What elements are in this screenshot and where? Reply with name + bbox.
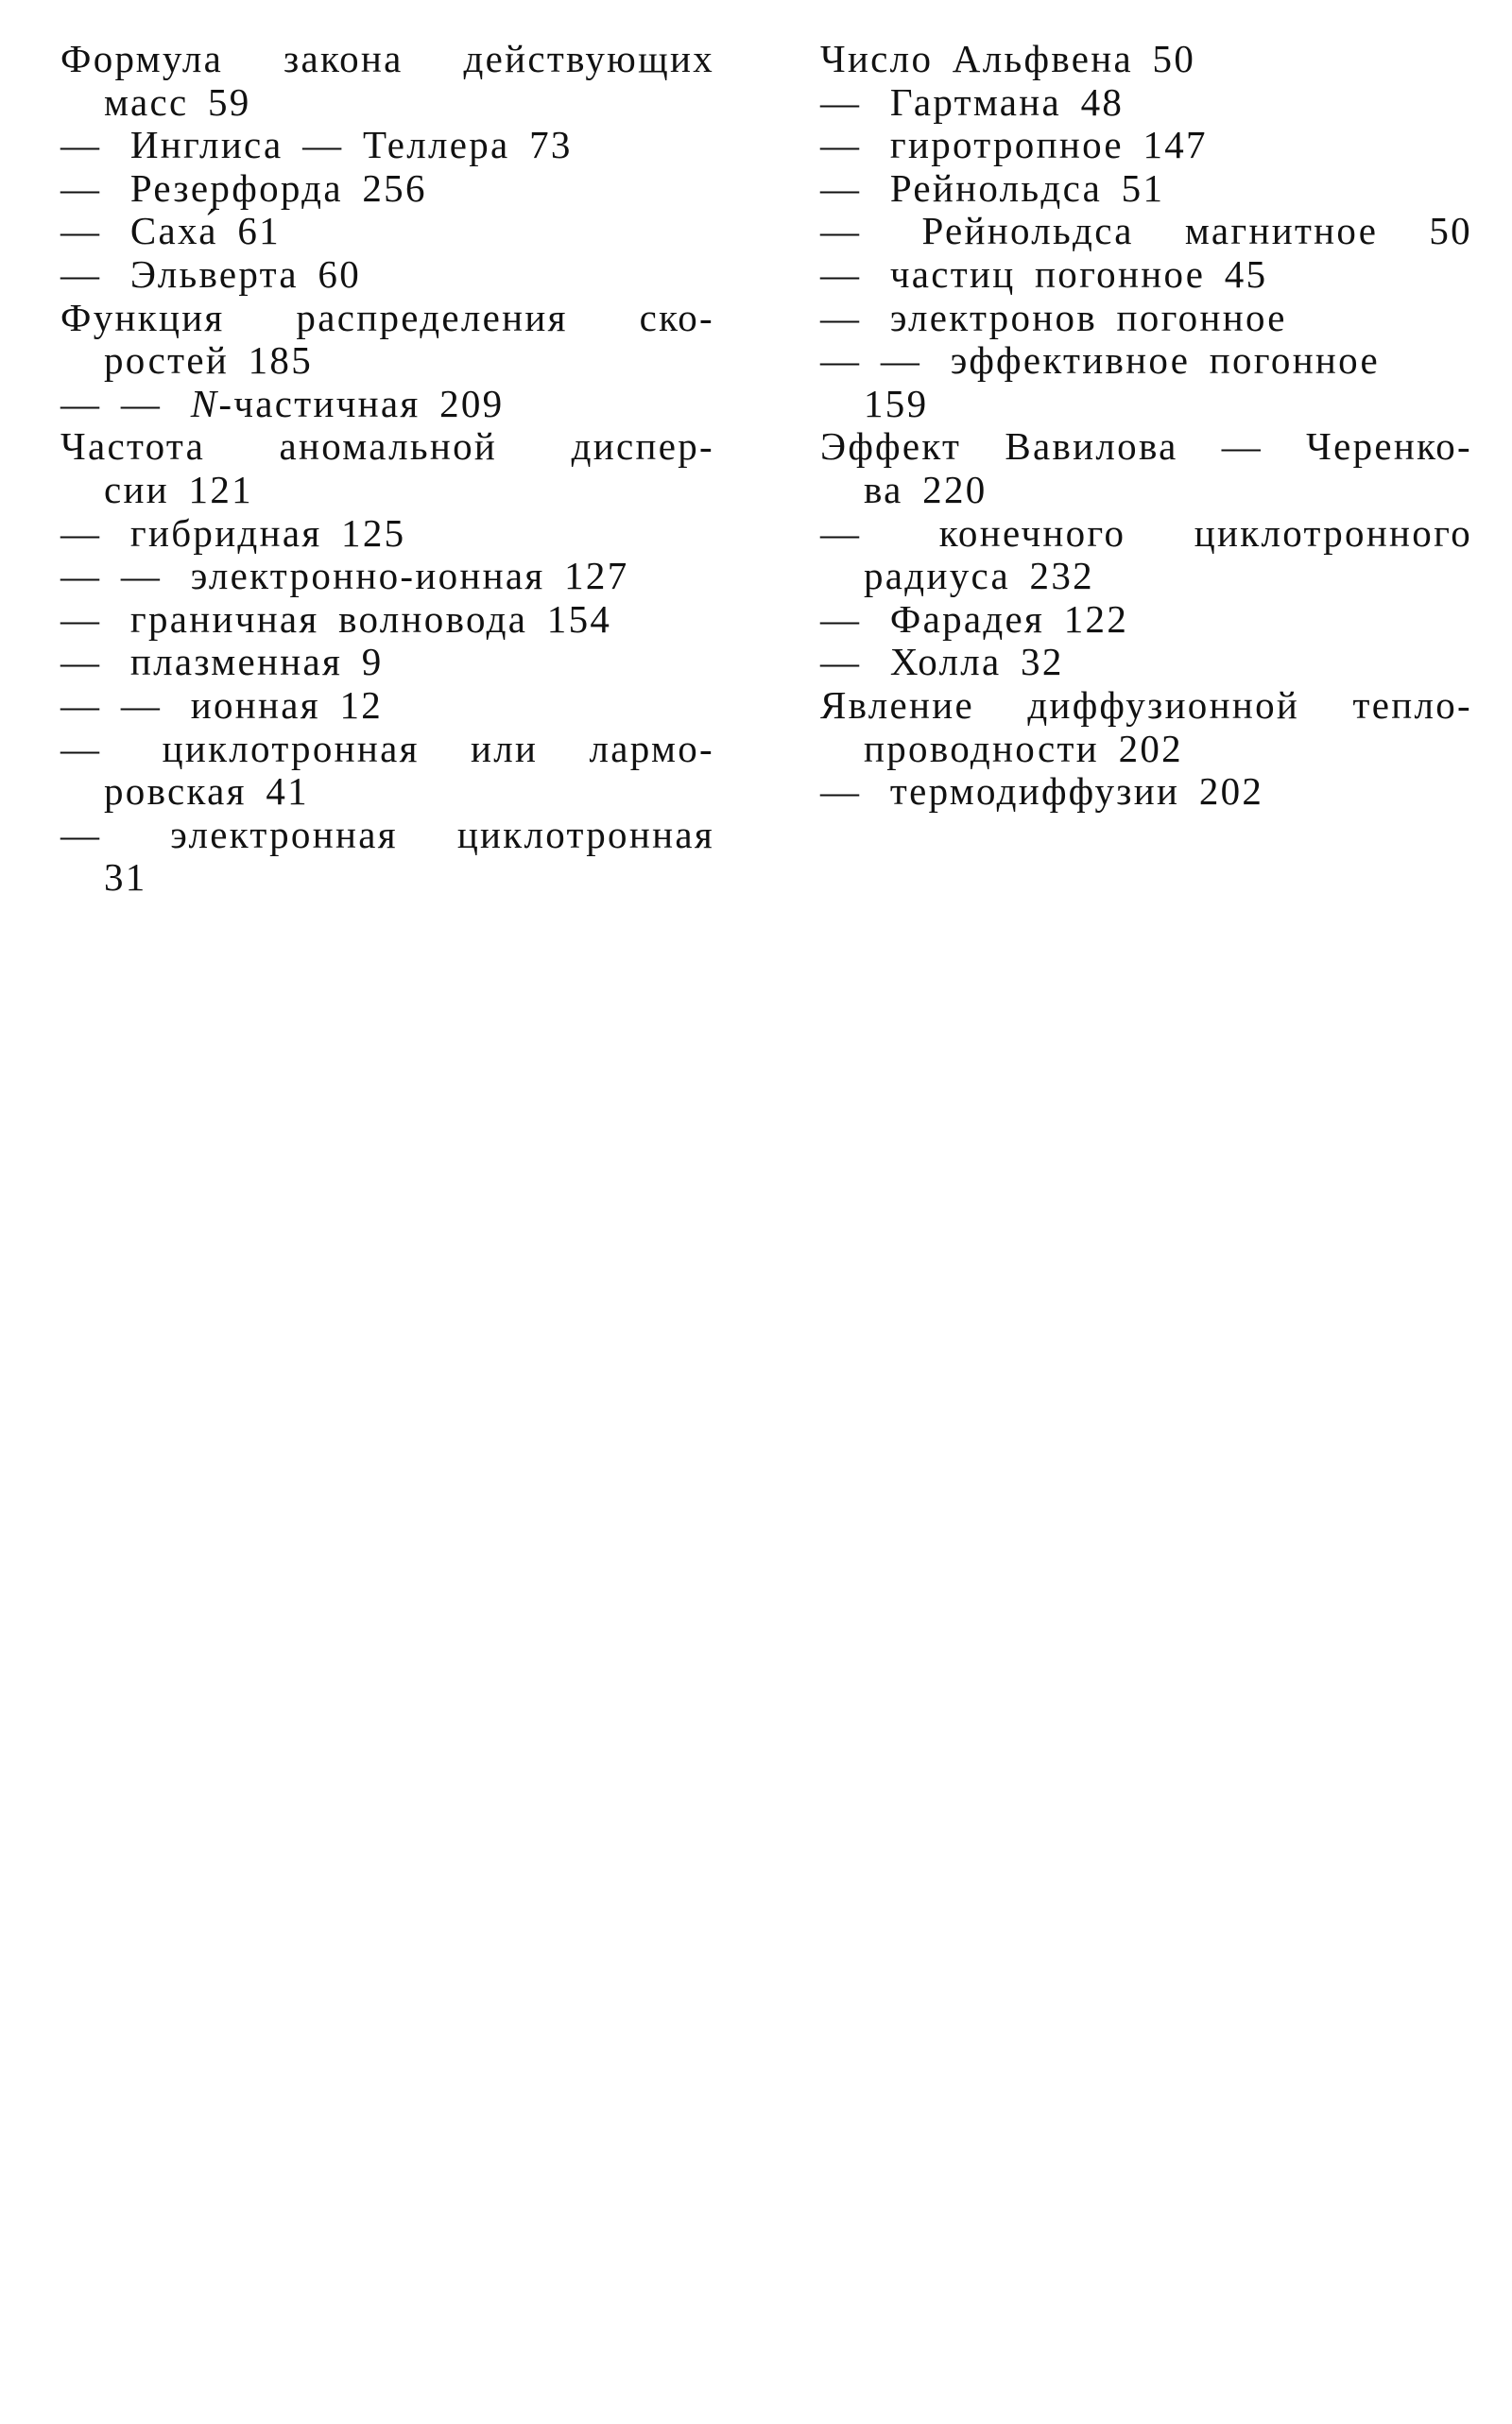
index-column-right — [820, 38, 1472, 814]
entry-text: плазменная 9 — [129, 640, 384, 684]
entry-text: сии 121 — [104, 467, 253, 511]
index-entry-line — [820, 124, 1472, 167]
entry-dash: — — — [60, 682, 163, 727]
index-entry-line — [60, 167, 714, 211]
index-entry-line — [820, 641, 1472, 684]
entry-dash: — — — [820, 338, 922, 383]
entry-text: ионная 12 — [190, 682, 384, 727]
index-entry-continuation — [60, 856, 714, 900]
entry-dash: — — [820, 123, 862, 167]
index-entry-line — [60, 728, 714, 771]
index-entry-line — [60, 641, 714, 684]
index-entry-line — [820, 167, 1472, 211]
index-entry-continuation — [820, 469, 1472, 512]
index-entry-line — [60, 383, 714, 426]
entry-dash: — — [820, 510, 862, 555]
entry-dash: — — — [60, 381, 163, 425]
entry-dash: — — [60, 510, 102, 555]
index-entry-continuation — [60, 81, 714, 125]
entry-text: ростей 185 — [104, 338, 314, 383]
entry-text: гиротропное 147 — [889, 123, 1208, 167]
entry-dash: — — — [60, 554, 163, 598]
entry-text: -частичная 209 — [218, 381, 505, 425]
index-entry-line — [820, 684, 1472, 728]
entry-text: ровская 41 — [104, 769, 309, 814]
entry-text: эффективное погонное — [950, 338, 1380, 383]
entry-text: циклотронная или лармо- — [162, 726, 714, 770]
entry-text: Саха́ 61 — [129, 209, 281, 253]
entry-dash: — — [60, 640, 102, 684]
index-entry-line — [60, 297, 714, 340]
entry-text: Инглиса — Теллера 73 — [129, 123, 573, 167]
index-entry-continuation — [820, 555, 1472, 598]
index-entry-line — [60, 210, 714, 253]
index-entry-line — [820, 210, 1472, 253]
entry-text: 159 — [864, 381, 929, 425]
entry-text: частиц погонное 45 — [889, 251, 1268, 296]
entry-dash: — — [820, 165, 862, 210]
entry-text: Функция распределения ско- — [60, 295, 714, 339]
entry-dash: — — [820, 640, 862, 684]
entry-text: термодиффузии 202 — [889, 769, 1264, 814]
entry-text: 31 — [104, 855, 147, 900]
index-entry-line — [820, 38, 1472, 81]
entry-dash: — — [820, 209, 862, 253]
index-entry-line — [820, 598, 1472, 642]
index-entry-line — [820, 425, 1472, 469]
index-entry-continuation — [60, 339, 714, 383]
entry-dash: — — [60, 596, 102, 641]
entry-text: Эффект Вавилова — Черенко- — [820, 424, 1472, 469]
entry-text: конечного циклотронного — [938, 510, 1472, 555]
index-entry-line — [820, 512, 1472, 556]
entry-text: Число Альфвена 50 — [820, 37, 1196, 80]
entry-dash: — — [60, 812, 102, 856]
entry-text: Фарадея 122 — [889, 596, 1129, 641]
entry-dash: — — [60, 209, 102, 253]
index-entry-line — [820, 81, 1472, 125]
entry-dash: — — [820, 769, 862, 814]
index-entry-continuation — [820, 728, 1472, 771]
index-entry-continuation — [820, 383, 1472, 426]
index-entry-line — [60, 814, 714, 857]
entry-text: Резерфорда 256 — [129, 165, 427, 210]
entry-text: гибридная 125 — [129, 510, 406, 555]
index-entry-line — [820, 297, 1472, 340]
entry-dash: — — [60, 726, 102, 770]
entry-text: проводности 202 — [864, 726, 1183, 770]
entry-dash: — — [820, 251, 862, 296]
entry-text: Холла 32 — [889, 640, 1064, 684]
index-entry-line — [60, 555, 714, 598]
index-entry-line — [820, 253, 1472, 297]
entry-text: Формула закона действующих — [60, 37, 714, 80]
entry-dash: — — [820, 596, 862, 641]
entry-dash: — — [60, 251, 102, 296]
index-entry-continuation — [60, 770, 714, 814]
index-entry-line — [60, 425, 714, 469]
entry-text: электронов погонное — [889, 295, 1287, 339]
index-entry-line — [60, 124, 714, 167]
entry-dash: — — [60, 165, 102, 210]
entry-italic-symbol: N — [190, 381, 219, 425]
entry-text: электронно-ионная 127 — [190, 554, 629, 598]
entry-text: Рейнольдса магнитное 50 — [921, 209, 1472, 253]
entry-text: Явление диффузионной тепло- — [820, 682, 1472, 727]
entry-text: Рейнольдса 51 — [889, 165, 1165, 210]
index-entry-continuation — [60, 469, 714, 512]
index-entry-line — [60, 512, 714, 556]
index-entry-line — [820, 770, 1472, 814]
entry-text: граничная волновода 154 — [129, 596, 612, 641]
entry-text: масс 59 — [104, 79, 251, 124]
index-entry-line — [60, 38, 714, 81]
entry-text: Гартмана 48 — [889, 79, 1125, 124]
entry-text: радиуса 232 — [864, 554, 1094, 598]
index-entry-line — [60, 598, 714, 642]
index-column-left — [60, 38, 714, 900]
entry-dash: — — [820, 79, 862, 124]
index-entry-line — [60, 684, 714, 728]
entry-dash: — — [60, 123, 102, 167]
entry-text: ва 220 — [864, 467, 988, 511]
entry-text: Эльверта 60 — [129, 251, 362, 296]
entry-text: электронная циклотронная — [170, 812, 714, 856]
entry-dash: — — [820, 295, 862, 339]
entry-text: Частота аномальной диспер- — [60, 424, 714, 469]
index-entry-line — [60, 253, 714, 297]
index-entry-line — [820, 339, 1472, 383]
